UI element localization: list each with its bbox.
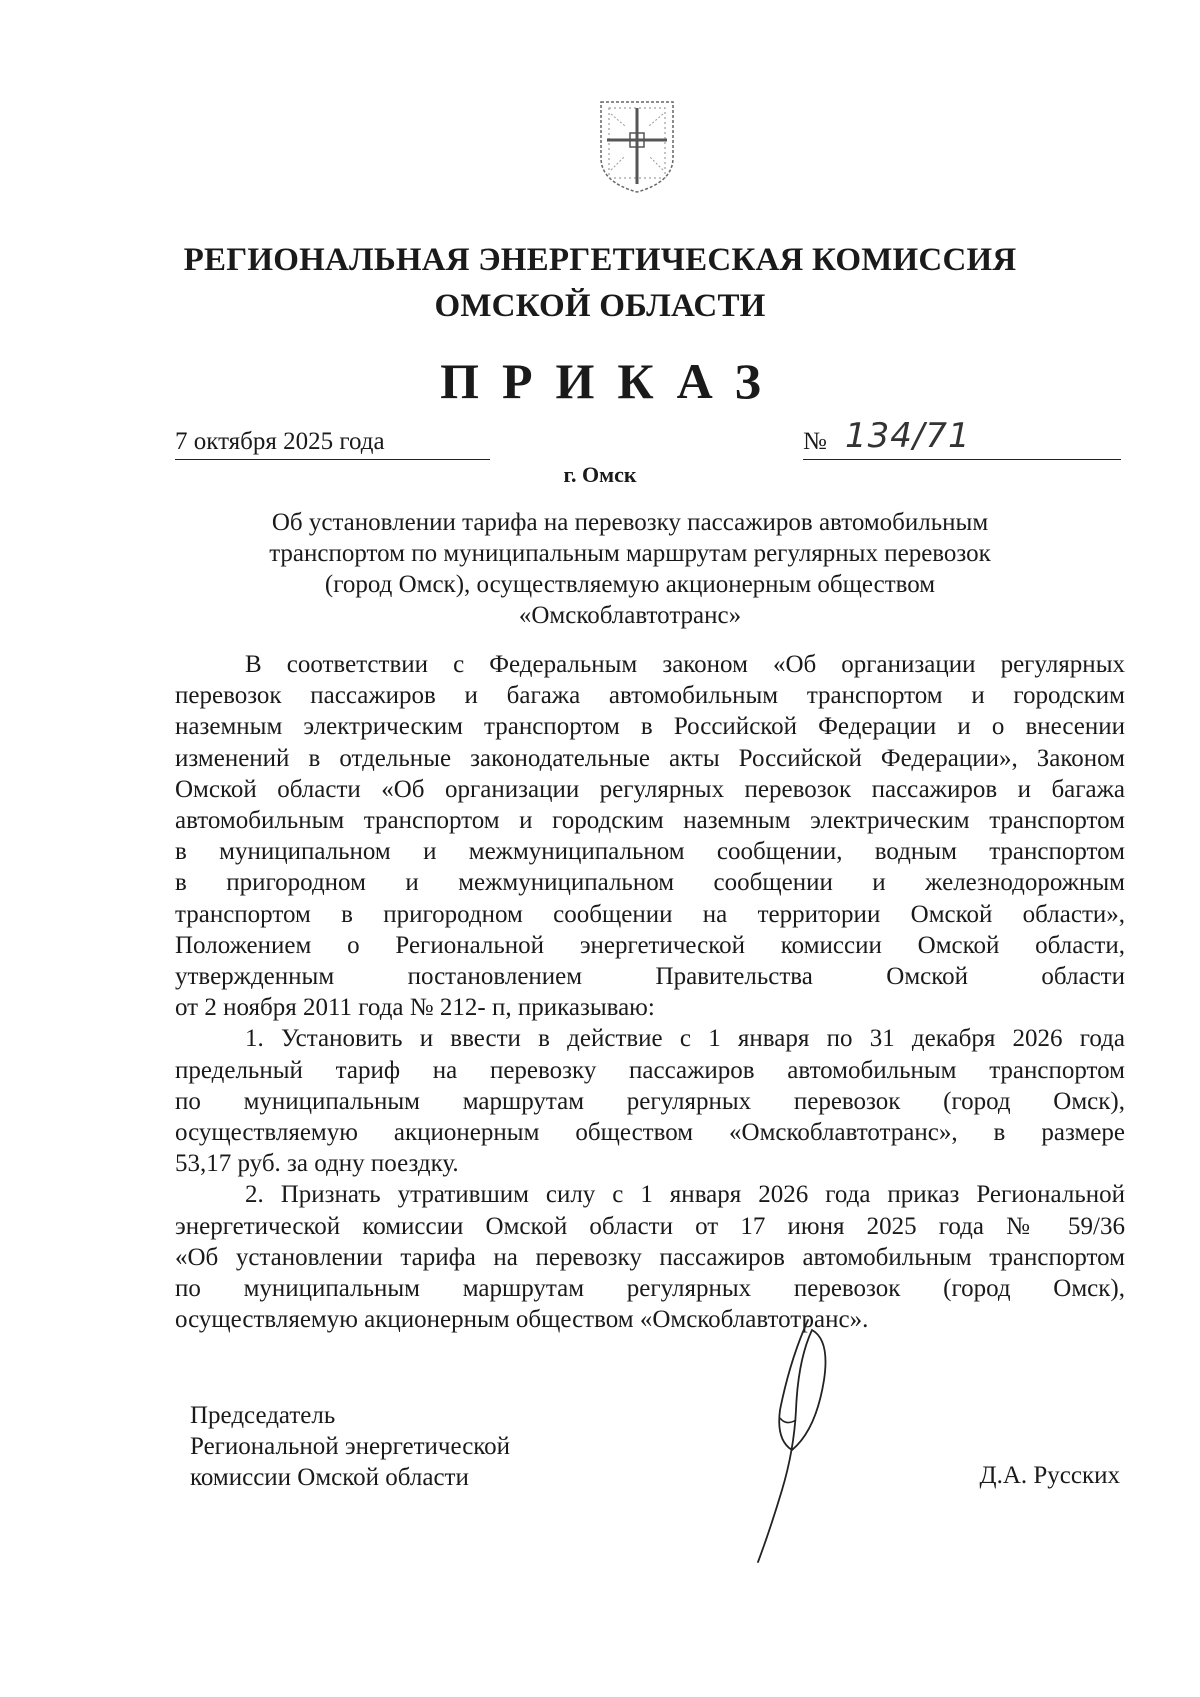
item1-line: предельный тариф на перевозку пассажиров автомобильным транспортом: [175, 1056, 1125, 1084]
item1-line: по муниципальным маршрутам регулярных перевозок (город Омск),: [175, 1087, 1125, 1115]
number-sign: №: [803, 428, 827, 455]
item2-line: энергетической комиссии Омской области от 17 июня 2025 года № 59/36: [175, 1212, 1125, 1240]
preamble-line: наземным электрическим транспортом в Российской Федерации и о внесении: [175, 713, 1125, 741]
title-line: Об установлении тарифа на перевозку пассажиров автомобильным: [271, 509, 989, 536]
order-date: 7 октября 2025 года: [175, 428, 385, 455]
document-type: ПРИКАЗ: [440, 353, 784, 409]
city: г. Омск: [563, 462, 637, 487]
number-underline: [803, 459, 1121, 460]
item1-line: 53,17 руб. за одну поездку.: [175, 1150, 459, 1178]
order-body: [175, 649, 1125, 1335]
item2-line: осуществляемую акционерным обществом «Омскоблавтотранс».: [175, 1306, 869, 1334]
preamble-line: перевозок пассажиров и багажа автомобильным транспортом и городским: [175, 682, 1125, 710]
preamble-line: от 2 ноября 2011 года № 212- п, приказываю:: [175, 994, 655, 1022]
order-title: [230, 507, 1030, 631]
order-number: 134/71: [845, 416, 971, 456]
organization-name-line1: РЕГИОНАЛЬНАЯ ЭНЕРГЕТИЧЕСКАЯ КОМИССИЯ: [183, 242, 1017, 278]
signer-position: [190, 1400, 510, 1493]
title-line: (город Омск), осуществляемую акционерным обществом: [324, 571, 936, 598]
preamble-line: в муниципальном и межмуниципальном сообщении, водным транспортом: [175, 838, 1125, 866]
signer-position-line: комиссии Омской области: [190, 1464, 469, 1491]
preamble-line: Омской области «Об организации регулярных перевозок пассажиров и багажа: [175, 775, 1125, 803]
date-underline: [175, 459, 490, 460]
preamble-line: В соответствии с Федеральным законом «Об организации регулярных: [245, 651, 1125, 678]
preamble-line: транспортом в пригородном сообщении на территории Омской области»,: [175, 900, 1125, 928]
item2-line: 2. Признать утратившим силу с 1 января 2026 года приказ Региональной: [245, 1181, 1125, 1209]
coat-of-arms-icon: [597, 98, 677, 194]
signer-position-line: Председатель: [190, 1402, 336, 1429]
title-line: «Омскоблавтотранс»: [518, 602, 742, 629]
item2-line: «Об установлении тарифа на перевозку пассажиров автомобильным транспортом: [175, 1243, 1125, 1271]
preamble-line: в пригородном и межмуниципальном сообщении и железнодорожным: [175, 869, 1125, 897]
organization-name-line2: ОМСКОЙ ОБЛАСТИ: [434, 288, 766, 324]
item1-line: осуществляемую акционерным обществом «Омскоблавтотранс», в размере: [175, 1119, 1125, 1147]
preamble-line: утвержденным постановлением Правительства Омской области: [175, 963, 1125, 991]
preamble-line: изменений в отдельные законодательные акты Российской Федерации», Законом: [175, 744, 1125, 772]
signer-name: Д.А. Русских: [979, 1462, 1120, 1489]
item1-line: 1. Установить и ввести в действие с 1 января по 31 декабря 2026 года: [245, 1025, 1125, 1053]
item2-line: по муниципальным маршрутам регулярных перевозок (город Омск),: [175, 1275, 1125, 1303]
preamble-line: Положением о Региональной энергетической комиссии Омской области,: [175, 931, 1125, 959]
title-line: транспортом по муниципальным маршрутам регулярных перевозок: [269, 540, 991, 567]
signer-position-line: Региональной энергетической: [190, 1433, 511, 1460]
preamble-line: автомобильным транспортом и городским наземным электрическим транспортом: [175, 807, 1125, 835]
handwritten-signature-icon: [720, 1300, 860, 1570]
